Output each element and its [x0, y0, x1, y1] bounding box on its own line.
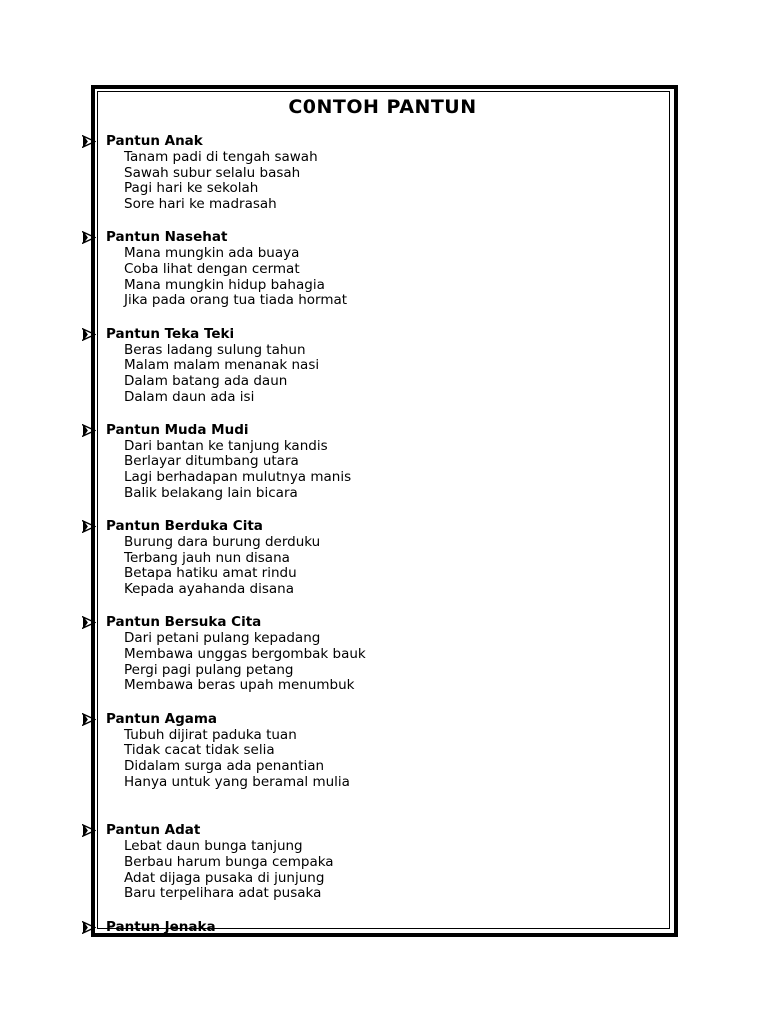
section-heading — [82, 228, 662, 246]
arrowhead-bullet-icon — [82, 616, 96, 629]
section-heading — [82, 325, 662, 343]
verse-line: Tubuh dijirat paduka tuan — [124, 726, 297, 743]
verse-line: Betapa hatiku amat rindu — [124, 565, 297, 582]
verse-line: Dalam daun ada isi — [124, 388, 255, 405]
section-pantun-adat — [82, 821, 662, 902]
section-heading — [82, 821, 662, 839]
arrowhead-bullet-icon — [82, 328, 96, 341]
section-heading — [82, 918, 662, 936]
verse-line: Pergi pagi pulang petang — [124, 661, 294, 678]
verse-lines — [124, 631, 662, 694]
section-title: Pantun Nasehat — [106, 229, 228, 246]
arrowhead-bullet-icon — [82, 713, 96, 726]
verse-lines — [124, 439, 662, 502]
verse-lines — [124, 150, 662, 213]
section-pantun-teka-teki — [82, 325, 662, 406]
verse-line: Coba lihat dengan cermat — [124, 260, 300, 277]
verse-line: Dari petani pulang kepadang — [124, 630, 321, 647]
section-heading — [82, 517, 662, 535]
verse-lines — [124, 535, 662, 598]
arrowhead-bullet-icon — [82, 520, 96, 533]
verse-line: Lagi berhadapan mulutnya manis — [124, 469, 352, 486]
section-title: Pantun Muda Mudi — [106, 421, 249, 438]
verse-line: Tanam padi di tengah sawah — [124, 149, 318, 165]
verse-line: Baru terpelihara adat pusaka — [124, 885, 322, 902]
arrowhead-bullet-icon — [82, 424, 96, 437]
section-title: Pantun Adat — [106, 822, 201, 839]
arrowhead-bullet-icon — [82, 921, 96, 934]
verse-line: Berbau harum bunga cempaka — [124, 853, 334, 870]
section-heading — [82, 710, 662, 728]
verse-line: Adat dijaga pusaka di junjung — [124, 869, 325, 886]
verse-lines — [124, 246, 662, 309]
verse-line: Kepada ayahanda disana — [124, 581, 294, 598]
verse-lines — [124, 343, 662, 406]
section-pantun-berduka-cita — [82, 517, 662, 598]
section-pantun-bersuka-cita — [82, 613, 662, 694]
verse-line: Burung dara burung derduku — [124, 534, 321, 550]
verse-lines — [124, 839, 662, 902]
arrowhead-bullet-icon — [82, 231, 96, 244]
section-heading — [82, 421, 662, 439]
verse-line: Sore hari ke madrasah — [124, 196, 277, 213]
verse-line: Dari bantan ke tanjung kandis — [124, 437, 328, 454]
verse-line: Terbang jauh nun disana — [124, 549, 290, 566]
section-title: Pantun Anak — [106, 133, 203, 149]
verse-line: Tidak cacat tidak selia — [124, 742, 275, 759]
verse-line: Mana mungkin ada buaya — [124, 245, 300, 262]
verse-line: Membawa unggas bergombak bauk — [124, 645, 366, 662]
verse-line: Jika pada orang tua tiada hormat — [124, 292, 348, 309]
section-pantun-muda-mudi — [82, 421, 662, 502]
verse-line: Sawah subur selalu basah — [124, 164, 301, 181]
section-pantun-jenaka — [82, 918, 662, 936]
arrowhead-bullet-icon — [82, 824, 96, 837]
section-title: Pantun Bersuka Cita — [106, 614, 262, 631]
verse-line: Malam malam menanak nasi — [124, 357, 320, 374]
section-pantun-agama — [82, 710, 662, 791]
section-title: Pantun Berduka Cita — [106, 518, 263, 534]
verse-line: Beras ladang sulung tahun — [124, 341, 306, 358]
verse-line: Hanya untuk yang beramal mulia — [124, 773, 350, 790]
section-heading — [82, 132, 662, 150]
section-heading — [82, 613, 662, 631]
verse-line: Membawa beras upah menumbuk — [124, 677, 355, 694]
section-pantun-anak — [82, 132, 662, 213]
verse-line: Didalam surga ada penantian — [124, 757, 325, 774]
page-title: C0NTOH PANTUN — [288, 96, 477, 118]
verse-line: Pagi hari ke sekolah — [124, 180, 259, 197]
section-pantun-nasehat — [82, 228, 662, 309]
verse-line: Balik belakang lain bicara — [124, 484, 298, 501]
verse-line: Dalam batang ada daun — [124, 372, 288, 389]
section-title: Pantun Teka Teki — [106, 325, 235, 342]
verse-line: Lebat daun bunga tanjung — [124, 838, 303, 855]
section-title: Pantun Agama — [106, 710, 218, 727]
verse-line: Mana mungkin hidup bahagia — [124, 276, 325, 293]
verse-line: Berlayar ditumbang utara — [124, 453, 299, 470]
arrowhead-bullet-icon — [82, 135, 96, 148]
pantun-list — [82, 132, 662, 936]
verse-lines — [124, 728, 662, 791]
section-title: Pantun Jenaka — [106, 918, 216, 935]
